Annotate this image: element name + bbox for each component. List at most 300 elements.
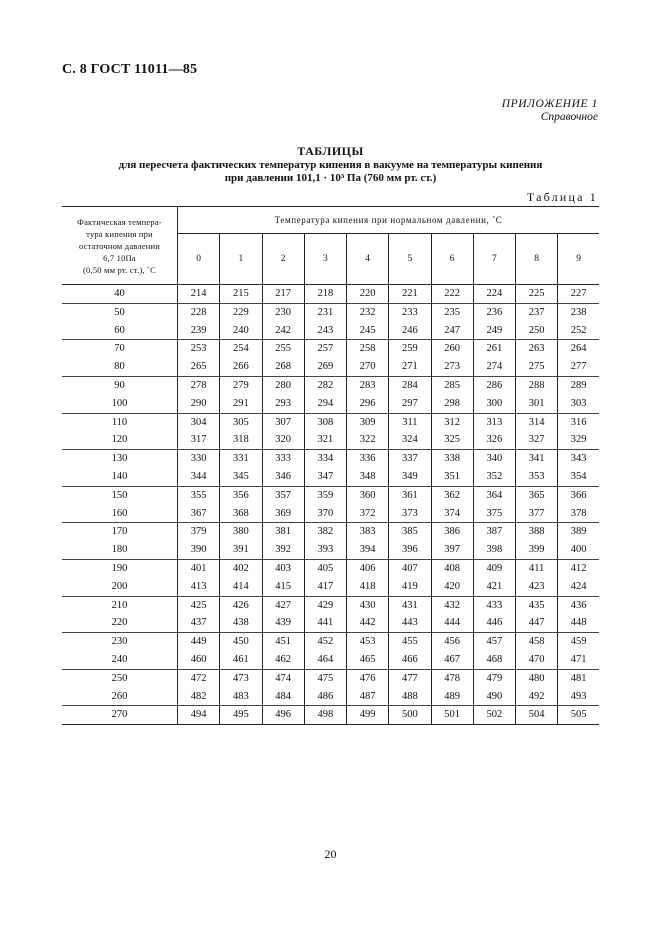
table-cell: 386 [431, 523, 473, 541]
table-cell: 288 [516, 376, 558, 394]
table-cell: 286 [473, 376, 515, 394]
table-cell: 300 [473, 395, 515, 413]
table-cell: 224 [473, 285, 515, 304]
table-cell: 242 [262, 322, 304, 340]
table-cell: 261 [473, 340, 515, 358]
table-cell: 448 [558, 614, 599, 632]
table-cell: 441 [304, 614, 346, 632]
table-cell: 432 [431, 596, 473, 614]
row-header-line: остаточном давлении [78, 240, 161, 251]
table-cell: 505 [558, 706, 599, 725]
table-cell: 354 [558, 468, 599, 486]
table-cell: 483 [220, 688, 262, 706]
table-cell: 360 [347, 486, 389, 504]
page-number: 20 [324, 847, 337, 861]
table-cell: 504 [516, 706, 558, 725]
table-cell: 236 [473, 303, 515, 321]
table-cell: 477 [389, 669, 431, 687]
table-cell: 480 [516, 669, 558, 687]
table-cell: 456 [431, 633, 473, 651]
table-cell: 407 [389, 559, 431, 577]
title-line-3: при давлении 101,1 · 10³ Па (760 мм рт. ст.) [224, 172, 437, 184]
table-cell: 364 [473, 486, 515, 504]
table-cell: 383 [347, 523, 389, 541]
table-row [62, 322, 599, 340]
table-cell: 344 [178, 468, 220, 486]
row-temperature-label: 190 [62, 559, 178, 577]
table-cell: 294 [304, 395, 346, 413]
table-cell: 293 [262, 395, 304, 413]
table-cell: 439 [262, 614, 304, 632]
table-cell: 325 [431, 431, 473, 449]
table-cell: 346 [262, 468, 304, 486]
table-cell: 412 [570, 562, 587, 574]
row-temperature-label: 180 [62, 541, 178, 559]
table-cell: 232 [347, 303, 389, 321]
table-cell: 222 [431, 285, 473, 304]
table-cell: 403 [262, 559, 304, 577]
table-cell: 313 [473, 413, 515, 431]
table-row [62, 303, 599, 321]
table-cell: 280 [262, 376, 304, 394]
row-temperature-label: 80 [62, 358, 178, 376]
table-cell: 279 [220, 376, 262, 394]
table-cell: 473 [220, 669, 262, 687]
table-cell: 337 [389, 450, 431, 468]
table-cell: 400 [558, 541, 599, 559]
table-cell: 459 [570, 636, 587, 648]
table-cell: 278 [178, 376, 220, 394]
table-number-label: Таблица 1 [526, 190, 598, 204]
table-cell: 486 [304, 688, 346, 706]
table-cell: 436 [570, 599, 587, 611]
table-cell: 268 [262, 358, 304, 376]
table-cell: 394 [347, 541, 389, 559]
table-row [62, 614, 599, 632]
table-row [62, 669, 599, 687]
table-cell: 333 [262, 450, 304, 468]
row-temperature-label: 90 [62, 376, 178, 394]
table-cell: 369 [262, 505, 304, 523]
table-cell: 312 [431, 413, 473, 431]
table-cell: 233 [389, 303, 431, 321]
table-cell: 361 [389, 486, 431, 504]
table-cell: 490 [473, 688, 515, 706]
title-line-2: для пересчета фактических температур кипения в вакууме на температуры кипения [118, 159, 543, 171]
table-row [62, 688, 599, 706]
table-cell: 327 [516, 431, 558, 449]
table-cell: 388 [516, 523, 558, 541]
table-cell: 484 [262, 688, 304, 706]
table-cell: 387 [473, 523, 515, 541]
column-header: 0 [178, 234, 220, 285]
table-row [62, 431, 599, 449]
table-cell: 239 [178, 322, 220, 340]
table-cell: 214 [178, 285, 220, 304]
table-row [62, 541, 599, 559]
table-cell: 502 [473, 706, 515, 725]
table-cell: 500 [389, 706, 431, 725]
table-cell: 343 [570, 453, 587, 465]
table-cell: 311 [389, 413, 431, 431]
row-temperature-label: 110 [62, 413, 178, 431]
table-cell: 424 [558, 578, 599, 596]
table-row [62, 395, 599, 413]
table-cell: 449 [178, 633, 220, 651]
table-cell: 348 [347, 468, 389, 486]
table-cell: 357 [262, 486, 304, 504]
table-cell: 235 [431, 303, 473, 321]
table-cell: 421 [473, 578, 515, 596]
column-header: 1 [220, 234, 262, 285]
table-cell: 317 [178, 431, 220, 449]
title-line-1: ТАБЛИЦЫ [297, 144, 364, 158]
table-cell: 476 [347, 669, 389, 687]
table-row [62, 358, 599, 376]
table-cell: 338 [431, 450, 473, 468]
table-row [62, 578, 599, 596]
column-header: 9 [558, 234, 599, 285]
table-cell: 426 [220, 596, 262, 614]
table-cell: 303 [558, 395, 599, 413]
table-cell: 316 [570, 416, 587, 428]
table-row [62, 450, 599, 468]
row-temperature-label: 260 [62, 688, 178, 706]
table-cell: 331 [220, 450, 262, 468]
table-row [62, 633, 599, 651]
table-cell: 238 [570, 306, 587, 318]
table-cell: 227 [558, 285, 599, 304]
table-cell: 274 [473, 358, 515, 376]
table-cell: 355 [178, 486, 220, 504]
table-cell: 405 [304, 559, 346, 577]
table-cell: 389 [570, 526, 587, 538]
table-cell: 340 [473, 450, 515, 468]
table-cell: 301 [516, 395, 558, 413]
table-cell: 494 [178, 706, 220, 725]
table-cell: 393 [304, 541, 346, 559]
table-cell: 499 [347, 706, 389, 725]
table-cell: 414 [220, 578, 262, 596]
table-cell: 321 [304, 431, 346, 449]
table-cell: 307 [262, 413, 304, 431]
table-cell: 266 [220, 358, 262, 376]
table-cell: 356 [220, 486, 262, 504]
table-cell: 482 [178, 688, 220, 706]
table-cell: 493 [558, 688, 599, 706]
table-cell: 284 [389, 376, 431, 394]
table-cell: 474 [262, 669, 304, 687]
appendix-note: Справочное [540, 111, 598, 123]
row-header-line: тура кипения при [86, 228, 153, 239]
table-cell: 472 [178, 669, 220, 687]
table-cell: 260 [431, 340, 473, 358]
table-cell: 220 [347, 285, 389, 304]
table-cell: 255 [262, 340, 304, 358]
table-cell: 282 [304, 376, 346, 394]
table-cell: 413 [178, 578, 220, 596]
table-cell: 465 [347, 651, 389, 669]
table-cell: 372 [347, 505, 389, 523]
table-cell: 489 [431, 688, 473, 706]
table-cell: 334 [304, 450, 346, 468]
table-cell: 349 [389, 468, 431, 486]
table-row [62, 596, 599, 614]
row-temperature-label: 60 [62, 322, 178, 340]
table-cell: 373 [389, 505, 431, 523]
row-temperature-label: 220 [62, 614, 178, 632]
table-cell: 365 [516, 486, 558, 504]
table-cell: 259 [389, 340, 431, 358]
row-temperature-label: 240 [62, 651, 178, 669]
table-cell: 433 [473, 596, 515, 614]
table-cell: 470 [516, 651, 558, 669]
table-cell: 243 [304, 322, 346, 340]
table-cell: 399 [516, 541, 558, 559]
table-cell: 314 [516, 413, 558, 431]
table-cell: 430 [347, 596, 389, 614]
table-cell: 462 [262, 651, 304, 669]
row-temperature-label: 210 [62, 596, 178, 614]
row-temperature-label: 230 [62, 633, 178, 651]
table-cell: 458 [516, 633, 558, 651]
table-cell: 275 [516, 358, 558, 376]
row-temperature-label: 160 [62, 505, 178, 523]
table-cell: 230 [262, 303, 304, 321]
table-cell: 263 [516, 340, 558, 358]
table-cell: 218 [304, 285, 346, 304]
table-cell: 451 [262, 633, 304, 651]
table-cell: 270 [347, 358, 389, 376]
table-cell: 217 [262, 285, 304, 304]
column-header: 3 [304, 234, 346, 285]
table-cell: 374 [431, 505, 473, 523]
table-cell: 322 [347, 431, 389, 449]
table-cell: 215 [220, 285, 262, 304]
table-cell: 347 [304, 468, 346, 486]
table-cell: 455 [389, 633, 431, 651]
table-cell: 452 [304, 633, 346, 651]
table-cell: 341 [516, 450, 558, 468]
document-title [60, 144, 601, 185]
table-cell: 269 [304, 358, 346, 376]
table-cell: 391 [220, 541, 262, 559]
table-cell: 397 [431, 541, 473, 559]
table-cell: 375 [473, 505, 515, 523]
table-row [62, 340, 599, 358]
table-cell: 411 [516, 559, 558, 577]
table-cell: 271 [389, 358, 431, 376]
table-cell: 277 [558, 358, 599, 376]
table-cell: 265 [178, 358, 220, 376]
table-cell: 381 [262, 523, 304, 541]
conversion-table [62, 206, 599, 725]
table-cell: 285 [431, 376, 473, 394]
table-cell: 297 [389, 395, 431, 413]
table-cell: 291 [220, 395, 262, 413]
table-cell: 237 [516, 303, 558, 321]
table-row [62, 523, 599, 541]
table-row [62, 376, 599, 394]
row-temperature-label: 200 [62, 578, 178, 596]
table-cell: 438 [220, 614, 262, 632]
table-cell: 336 [347, 450, 389, 468]
table-cell: 254 [220, 340, 262, 358]
table-cell: 415 [262, 578, 304, 596]
column-header: 4 [347, 234, 389, 285]
table-row [62, 486, 599, 504]
appendix-title: ПРИЛОЖЕНИЕ 1 [501, 98, 598, 110]
table-cell: 351 [431, 468, 473, 486]
table-cell: 246 [389, 322, 431, 340]
appendix-label [502, 98, 598, 124]
table-cell: 309 [347, 413, 389, 431]
table-cell: 249 [473, 322, 515, 340]
table-cell: 418 [347, 578, 389, 596]
column-header: 8 [516, 234, 558, 285]
table-cell: 304 [178, 413, 220, 431]
table-cell: 250 [516, 322, 558, 340]
row-header-cell [62, 207, 178, 285]
table-cell: 229 [220, 303, 262, 321]
table-cell: 457 [473, 633, 515, 651]
table-cell: 308 [304, 413, 346, 431]
table-cell: 231 [304, 303, 346, 321]
table-cell: 289 [570, 379, 587, 391]
row-temperature-label: 270 [62, 706, 178, 725]
table-cell: 501 [431, 706, 473, 725]
table-cell: 330 [178, 450, 220, 468]
table-cell: 390 [178, 541, 220, 559]
table-cell: 498 [304, 706, 346, 725]
table-cell: 461 [220, 651, 262, 669]
table-cell: 478 [431, 669, 473, 687]
row-temperature-label: 50 [62, 303, 178, 321]
table-cell: 362 [431, 486, 473, 504]
table-cell: 252 [558, 322, 599, 340]
table-cell: 425 [178, 596, 220, 614]
table-cell: 225 [516, 285, 558, 304]
table-cell: 240 [220, 322, 262, 340]
row-temperature-label: 40 [62, 285, 178, 304]
table-cell: 423 [516, 578, 558, 596]
table-cell: 496 [262, 706, 304, 725]
row-temperature-label: 130 [62, 450, 178, 468]
table-cell: 464 [304, 651, 346, 669]
table-row [62, 505, 599, 523]
table-cell: 396 [389, 541, 431, 559]
table-cell: 353 [516, 468, 558, 486]
table-cell: 392 [262, 541, 304, 559]
table-cell: 318 [220, 431, 262, 449]
table-cell: 475 [304, 669, 346, 687]
table-cell: 444 [431, 614, 473, 632]
column-header: 5 [389, 234, 431, 285]
table-cell: 420 [431, 578, 473, 596]
table-cell: 221 [389, 285, 431, 304]
table-cell: 431 [389, 596, 431, 614]
table-cell: 492 [516, 688, 558, 706]
table-cell: 377 [516, 505, 558, 523]
table-cell: 329 [558, 431, 599, 449]
row-temperature-label: 120 [62, 431, 178, 449]
column-header: 7 [473, 234, 515, 285]
table-cell: 427 [262, 596, 304, 614]
table-row [62, 468, 599, 486]
table-row [62, 706, 599, 725]
table-cell: 467 [431, 651, 473, 669]
table-cell: 345 [220, 468, 262, 486]
column-header: 6 [431, 234, 473, 285]
table-cell: 453 [347, 633, 389, 651]
table-cell: 359 [304, 486, 346, 504]
table-cell: 487 [347, 688, 389, 706]
table-cell: 385 [389, 523, 431, 541]
table-cell: 368 [220, 505, 262, 523]
table-cell: 443 [389, 614, 431, 632]
table-cell: 296 [347, 395, 389, 413]
table-cell: 305 [220, 413, 262, 431]
table-cell: 253 [178, 340, 220, 358]
table-cell: 264 [570, 343, 587, 355]
table-cell: 406 [347, 559, 389, 577]
table-cell: 380 [220, 523, 262, 541]
table-cell: 247 [431, 322, 473, 340]
table-cell: 437 [178, 614, 220, 632]
page-header: С. 8 ГОСТ 11011—85 [62, 62, 198, 77]
table-cell: 367 [178, 505, 220, 523]
table-row [62, 651, 599, 669]
table-cell: 479 [473, 669, 515, 687]
table-cell: 408 [431, 559, 473, 577]
row-temperature-label: 170 [62, 523, 178, 541]
table-cell: 481 [570, 672, 587, 684]
table-cell: 366 [570, 489, 587, 501]
row-temperature-label: 250 [62, 669, 178, 687]
table-cell: 298 [431, 395, 473, 413]
row-header-line: (0,50 мм рт. ст.), ˚С [83, 264, 156, 275]
row-temperature-label: 100 [62, 395, 178, 413]
table-cell: 257 [304, 340, 346, 358]
table-cell: 245 [347, 322, 389, 340]
table-cell: 442 [347, 614, 389, 632]
row-header-line: Фактическая темпера- [77, 216, 162, 227]
table-cell: 324 [389, 431, 431, 449]
table-cell: 401 [178, 559, 220, 577]
table-cell: 258 [347, 340, 389, 358]
table-cell: 429 [304, 596, 346, 614]
table-cell: 398 [473, 541, 515, 559]
table-cell: 447 [516, 614, 558, 632]
table-cell: 352 [473, 468, 515, 486]
table-cell: 283 [347, 376, 389, 394]
table-cell: 419 [389, 578, 431, 596]
row-temperature-label: 140 [62, 468, 178, 486]
table-cell: 468 [473, 651, 515, 669]
table-cell: 402 [220, 559, 262, 577]
table-cell: 466 [389, 651, 431, 669]
table-cell: 471 [558, 651, 599, 669]
row-header-line: 6,7 10Па [103, 252, 136, 263]
table-cell: 379 [178, 523, 220, 541]
table-cell: 370 [304, 505, 346, 523]
table-cell: 446 [473, 614, 515, 632]
table-cell: 320 [262, 431, 304, 449]
table-row [62, 285, 599, 304]
table-cell: 460 [178, 651, 220, 669]
table-cell: 228 [178, 303, 220, 321]
table-cell: 450 [220, 633, 262, 651]
